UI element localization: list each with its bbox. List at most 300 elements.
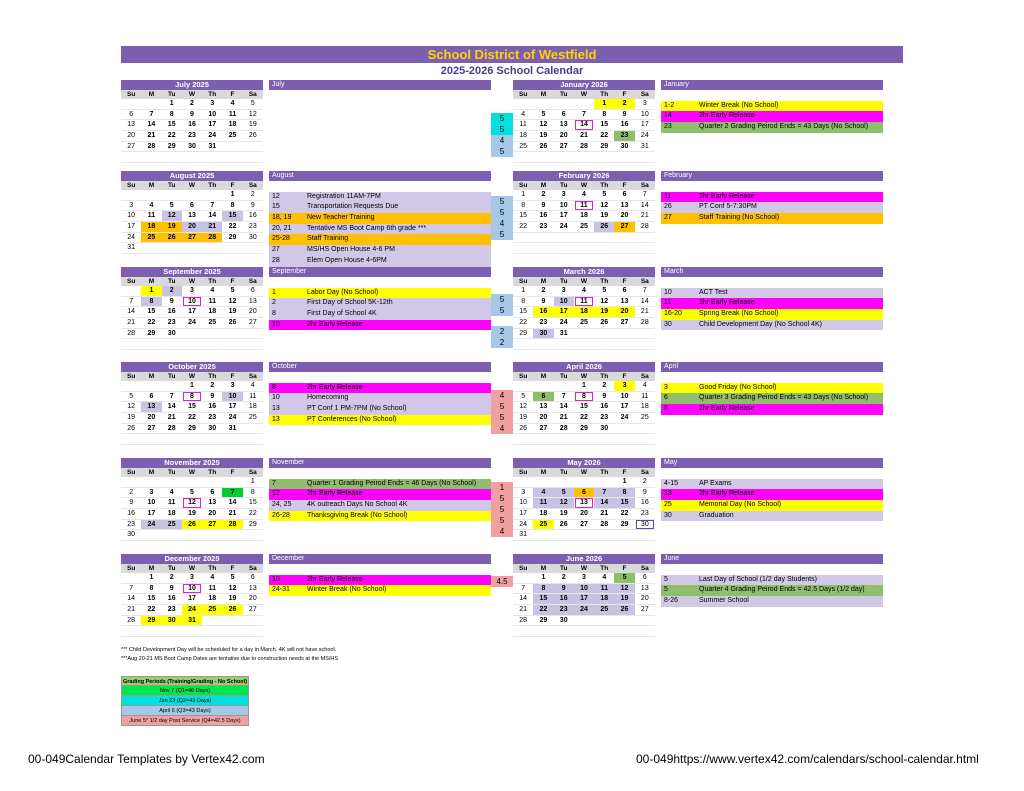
day-cell[interactable]: 9 (190, 110, 194, 118)
day-cell[interactable]: 8 (141, 297, 161, 307)
day-cell[interactable]: 9 (642, 488, 647, 496)
day-cell[interactable]: 27 (248, 319, 257, 327)
day-cell[interactable]: 6 (533, 392, 553, 402)
day-cell[interactable]: 12 (519, 403, 528, 411)
day-cell[interactable]: 5 (541, 110, 546, 118)
day-cell[interactable]: 21 (202, 222, 222, 232)
day-cell[interactable]: 9 (129, 499, 134, 507)
day-cell[interactable]: 13 (640, 584, 649, 592)
day-cell[interactable]: 14 (519, 595, 528, 603)
day-cell[interactable]: 29 (519, 329, 528, 337)
day-cell[interactable]: 17 (188, 595, 196, 603)
day-cell[interactable]: 28 (600, 520, 609, 528)
day-cell[interactable]: 4 (149, 201, 154, 209)
day-cell[interactable]: 22 (519, 319, 528, 327)
day-cell[interactable]: 26 (600, 319, 609, 327)
day-cell[interactable]: 20 (127, 132, 136, 140)
day-cell[interactable]: 14 (559, 403, 568, 411)
day-cell[interactable]: 26 (182, 520, 202, 530)
day-cell[interactable]: 22 (248, 510, 257, 518)
day-cell[interactable]: 30 (162, 616, 182, 626)
day-cell[interactable]: 28 (580, 142, 588, 150)
day-cell[interactable]: 20 (208, 510, 217, 518)
day-cell[interactable]: 25 (594, 605, 614, 615)
day-cell[interactable]: 19 (614, 594, 634, 604)
day-cell[interactable]: 14 (228, 499, 237, 507)
day-cell[interactable]: 12 (600, 201, 609, 209)
day-cell[interactable]: 1 (622, 478, 627, 485)
day-cell[interactable]: 26 (539, 142, 548, 150)
day-cell[interactable]: 15 (167, 121, 176, 129)
day-cell[interactable]: 22 (519, 223, 528, 231)
day-cell[interactable]: 23 (600, 414, 609, 422)
day-cell[interactable]: 25 (228, 132, 237, 140)
day-cell[interactable]: 7 (169, 392, 174, 400)
day-cell[interactable]: 27 (614, 222, 634, 232)
day-cell[interactable]: 11 (533, 498, 553, 508)
day-cell[interactable]: 19 (539, 132, 548, 140)
day-cell[interactable]: 14 (127, 308, 136, 316)
day-cell[interactable]: 29 (228, 233, 237, 241)
day-cell[interactable]: 3 (190, 287, 194, 294)
day-cell[interactable]: 3 (190, 574, 194, 581)
day-cell[interactable]: 18 (519, 132, 528, 140)
day-cell[interactable]: 2 (541, 287, 546, 294)
day-cell[interactable]: 28 (147, 142, 156, 150)
day-cell[interactable]: 15 (188, 403, 196, 411)
day-cell[interactable]: 19 (559, 510, 568, 518)
day-cell[interactable]: 25 (202, 605, 222, 615)
day-cell[interactable]: 1 (190, 382, 194, 389)
day-cell[interactable]: 5 (250, 100, 255, 107)
day-cell[interactable]: 30 (127, 531, 136, 539)
day-cell[interactable]: 19 (162, 222, 182, 232)
day-cell[interactable]: 8 (230, 201, 235, 209)
day-cell[interactable]: 2 (602, 382, 607, 389)
day-cell[interactable]: 22 (228, 223, 237, 231)
day-cell[interactable]: 9 (210, 392, 215, 400)
day-cell[interactable]: 5 (602, 287, 607, 294)
day-cell[interactable]: 20 (539, 414, 548, 422)
day-cell[interactable]: 27 (202, 520, 222, 530)
day-cell[interactable]: 14 (147, 121, 156, 129)
day-cell[interactable]: 4 (250, 382, 255, 389)
day-cell[interactable]: 19 (228, 308, 237, 316)
day-cell[interactable]: 6 (561, 110, 566, 118)
day-cell[interactable]: 12 (248, 110, 257, 118)
day-cell[interactable]: 4 (642, 382, 647, 389)
day-cell[interactable]: 30 (248, 233, 257, 241)
day-cell[interactable]: 7 (222, 488, 242, 498)
day-cell[interactable]: 25 (208, 319, 217, 327)
day-cell[interactable]: 13 (539, 403, 548, 411)
day-cell[interactable]: 20 (248, 595, 257, 603)
day-cell[interactable]: 17 (559, 212, 568, 220)
day-cell[interactable]: 28 (559, 424, 568, 432)
day-cell[interactable]: 16 (248, 212, 257, 220)
day-cell[interactable]: 20 (248, 308, 257, 316)
day-cell[interactable]: 30 (208, 424, 217, 432)
day-cell[interactable]: 27 (248, 606, 257, 614)
day-cell[interactable]: 21 (580, 132, 588, 140)
day-cell[interactable]: 21 (228, 510, 237, 518)
day-cell[interactable]: 24 (640, 132, 649, 140)
day-cell[interactable]: 17 (620, 403, 629, 411)
day-cell[interactable]: 9 (602, 392, 607, 400)
day-cell[interactable]: 18 (208, 308, 217, 316)
day-cell[interactable]: 23 (208, 414, 217, 422)
day-cell[interactable]: 11 (519, 121, 527, 129)
day-cell[interactable]: 27 (539, 424, 548, 432)
day-cell[interactable]: 12 (228, 297, 237, 305)
day-cell[interactable]: 14 (167, 403, 176, 411)
day-cell[interactable]: 3 (582, 574, 586, 581)
day-cell[interactable]: 2 (614, 99, 634, 109)
day-cell[interactable]: 25 (248, 414, 257, 422)
day-cell[interactable]: 12 (554, 498, 574, 508)
day-cell[interactable]: 8 (169, 110, 174, 118)
day-cell[interactable]: 15 (533, 594, 553, 604)
day-cell[interactable]: 1 (521, 191, 526, 198)
day-cell[interactable]: 28 (222, 520, 242, 530)
day-cell[interactable]: 26 (519, 424, 528, 432)
day-cell[interactable]: 17 (554, 307, 574, 317)
day-cell[interactable]: 12 (600, 297, 609, 305)
day-cell[interactable]: 7 (129, 297, 134, 305)
day-cell[interactable]: 31 (182, 616, 202, 626)
day-cell[interactable]: 14 (640, 201, 649, 209)
day-cell[interactable]: 29 (141, 616, 161, 626)
day-cell[interactable]: 16 (167, 308, 176, 316)
day-cell[interactable]: 1 (250, 478, 255, 485)
footer-right[interactable]: 00-049https://www.vertex42.com/calendars/school-calendar.html (636, 752, 979, 766)
day-cell[interactable]: 23 (554, 605, 574, 615)
day-cell[interactable]: 12 (182, 498, 202, 508)
day-cell[interactable]: 23 (640, 510, 649, 518)
day-cell[interactable]: 24 (559, 223, 568, 231)
day-cell[interactable]: 26 (222, 605, 242, 615)
day-cell[interactable]: 22 (580, 414, 588, 422)
day-cell[interactable]: 18 (580, 212, 588, 220)
day-cell[interactable]: 26 (228, 319, 237, 327)
day-cell[interactable]: 27 (620, 319, 629, 327)
day-cell[interactable]: 19 (188, 510, 196, 518)
day-cell[interactable]: 2 (541, 191, 546, 198)
day-cell[interactable]: 5 (129, 392, 134, 400)
day-cell[interactable]: 22 (600, 132, 609, 140)
day-cell[interactable]: 17 (574, 594, 594, 604)
day-cell[interactable]: 16 (640, 499, 649, 507)
day-cell[interactable]: 24 (574, 605, 594, 615)
day-cell[interactable]: 27 (127, 142, 136, 150)
day-cell[interactable]: 18 (640, 403, 649, 411)
day-cell[interactable]: 7 (210, 201, 215, 209)
day-cell[interactable]: 22 (147, 606, 156, 614)
day-cell[interactable]: 25 (580, 223, 588, 231)
day-cell[interactable]: 9 (169, 584, 174, 592)
day-cell[interactable]: 23 (539, 319, 548, 327)
day-cell[interactable]: 12 (614, 584, 634, 594)
day-cell[interactable]: 4 (210, 287, 215, 294)
day-cell[interactable]: 11 (574, 297, 594, 307)
day-cell[interactable]: 1 (541, 574, 546, 581)
day-cell[interactable]: 23 (127, 520, 136, 528)
day-cell[interactable]: 4 (582, 191, 586, 198)
day-cell[interactable]: 14 (640, 297, 649, 305)
footer-left[interactable]: 00-049Calendar Templates by Vertex42.com (28, 752, 265, 766)
day-cell[interactable]: 4 (533, 488, 553, 498)
day-cell[interactable]: 22 (147, 319, 156, 327)
day-cell[interactable]: 28 (640, 223, 649, 231)
day-cell[interactable]: 13 (620, 201, 629, 209)
day-cell[interactable]: 11 (641, 392, 649, 400)
day-cell[interactable]: 18 (594, 594, 614, 604)
day-cell[interactable]: 9 (541, 297, 546, 305)
day-cell[interactable]: 6 (642, 574, 647, 581)
day-cell[interactable]: 21 (127, 319, 136, 327)
day-cell[interactable]: 12 (539, 121, 548, 129)
day-cell[interactable]: 20 (559, 132, 568, 140)
day-cell[interactable]: 11 (168, 499, 176, 507)
day-cell[interactable]: 7 (642, 191, 647, 198)
day-cell[interactable]: 29 (167, 142, 176, 150)
day-cell[interactable]: 9 (554, 584, 574, 594)
day-cell[interactable]: 6 (250, 574, 255, 581)
day-cell[interactable]: 6 (149, 392, 154, 400)
day-cell[interactable]: 1 (582, 382, 586, 389)
day-cell[interactable]: 14 (594, 498, 614, 508)
day-cell[interactable]: 4 (169, 488, 174, 496)
day-cell[interactable]: 31 (208, 142, 217, 150)
day-cell[interactable]: 18 (574, 307, 594, 317)
day-cell[interactable]: 24 (208, 132, 217, 140)
day-cell[interactable]: 10 (519, 499, 528, 507)
day-cell[interactable]: 27 (182, 233, 202, 243)
day-cell[interactable]: 28 (167, 424, 176, 432)
day-cell[interactable]: 31 (640, 142, 649, 150)
day-cell[interactable]: 18 (539, 510, 548, 518)
day-cell[interactable]: 27 (559, 142, 568, 150)
day-cell[interactable]: 1 (149, 574, 154, 581)
day-cell[interactable]: 21 (147, 132, 156, 140)
day-cell[interactable]: 13 (574, 498, 594, 508)
day-cell[interactable]: 24 (127, 233, 136, 241)
day-cell[interactable]: 8 (574, 392, 594, 402)
day-cell[interactable]: 21 (167, 414, 176, 422)
day-cell[interactable]: 6 (210, 488, 215, 496)
day-cell[interactable]: 14 (127, 595, 136, 603)
day-cell[interactable]: 6 (250, 287, 255, 294)
day-cell[interactable]: 15 (600, 121, 609, 129)
day-cell[interactable]: 13 (248, 584, 257, 592)
day-cell[interactable]: 21 (640, 212, 649, 220)
day-cell[interactable]: 4 (602, 574, 607, 581)
day-cell[interactable]: 13 (127, 121, 136, 129)
day-cell[interactable]: 28 (202, 233, 222, 243)
day-cell[interactable]: 11 (147, 212, 156, 220)
day-cell[interactable]: 7 (129, 584, 134, 592)
day-cell[interactable]: 10 (127, 212, 136, 220)
day-cell[interactable]: 3 (614, 381, 634, 391)
day-cell[interactable]: 27 (580, 520, 588, 528)
day-cell[interactable]: 10 (208, 110, 217, 118)
day-cell[interactable]: 21 (519, 606, 528, 614)
day-cell[interactable]: 8 (614, 488, 634, 498)
day-cell[interactable]: 15 (147, 308, 156, 316)
day-cell[interactable]: 8 (533, 584, 553, 594)
day-cell[interactable]: 13 (141, 402, 161, 412)
day-cell[interactable]: 2 (210, 382, 215, 389)
day-cell[interactable]: 1 (169, 100, 174, 107)
day-cell[interactable]: 13 (188, 212, 196, 220)
day-cell[interactable]: 8 (250, 488, 255, 496)
day-cell[interactable]: 31 (559, 329, 568, 337)
day-cell[interactable]: 5 (230, 287, 235, 294)
day-cell[interactable]: 15 (580, 403, 588, 411)
day-cell[interactable]: 30 (167, 329, 176, 337)
day-cell[interactable]: 22 (533, 605, 553, 615)
day-cell[interactable]: 23 (614, 131, 634, 141)
day-cell[interactable]: 19 (228, 595, 237, 603)
day-cell[interactable]: 2 (642, 478, 647, 485)
day-cell[interactable]: 3 (129, 201, 134, 209)
day-cell[interactable]: 7 (642, 287, 647, 294)
day-cell[interactable]: 11 (208, 584, 216, 592)
day-cell[interactable]: 13 (620, 297, 629, 305)
day-cell[interactable]: 17 (127, 223, 136, 231)
day-cell[interactable]: 8 (602, 110, 607, 118)
day-cell[interactable]: 11 (574, 201, 594, 211)
day-cell[interactable]: 15 (248, 499, 257, 507)
day-cell[interactable]: 23 (167, 606, 176, 614)
day-cell[interactable]: 23 (248, 223, 257, 231)
day-cell[interactable]: 4 (521, 110, 526, 118)
day-cell[interactable]: 26 (559, 520, 568, 528)
day-cell[interactable]: 9 (250, 201, 255, 209)
day-cell[interactable]: 21 (640, 308, 649, 316)
day-cell[interactable]: 27 (147, 424, 156, 432)
day-cell[interactable]: 5 (554, 488, 574, 498)
day-cell[interactable]: 3 (149, 488, 154, 496)
day-cell[interactable]: 8 (521, 201, 526, 209)
day-cell[interactable]: 30 (559, 616, 568, 624)
day-cell[interactable]: 15 (222, 211, 242, 221)
day-cell[interactable]: 25 (162, 520, 182, 530)
day-cell[interactable]: 23 (539, 223, 548, 231)
day-cell[interactable]: 18 (208, 595, 217, 603)
day-cell[interactable]: 19 (248, 121, 257, 129)
day-cell[interactable]: 9 (169, 297, 174, 305)
day-cell[interactable]: 5 (190, 488, 194, 496)
day-cell[interactable]: 24 (141, 520, 161, 530)
day-cell[interactable]: 30 (635, 520, 655, 530)
day-cell[interactable]: 20 (580, 510, 588, 518)
day-cell[interactable]: 10 (147, 499, 156, 507)
day-cell[interactable]: 16 (167, 595, 176, 603)
day-cell[interactable]: 2 (250, 191, 255, 198)
day-cell[interactable]: 7 (149, 110, 154, 118)
day-cell[interactable]: 25 (640, 414, 649, 422)
day-cell[interactable]: 21 (559, 414, 568, 422)
day-cell[interactable]: 24 (182, 605, 202, 615)
day-cell[interactable]: 30 (533, 329, 553, 339)
day-cell[interactable]: 13 (248, 297, 257, 305)
day-cell[interactable]: 30 (188, 142, 196, 150)
day-cell[interactable]: 31 (127, 244, 136, 252)
day-cell[interactable]: 19 (519, 414, 528, 422)
day-cell[interactable]: 24 (620, 414, 629, 422)
day-cell[interactable]: 3 (561, 191, 566, 198)
day-cell[interactable]: 15 (147, 595, 156, 603)
day-cell[interactable]: 24 (519, 520, 528, 528)
day-cell[interactable]: 6 (622, 191, 627, 198)
day-cell[interactable]: 25 (519, 142, 528, 150)
day-cell[interactable]: 17 (147, 510, 156, 518)
day-cell[interactable]: 7 (561, 392, 566, 400)
day-cell[interactable]: 17 (519, 510, 528, 518)
day-cell[interactable]: 29 (188, 424, 196, 432)
day-cell[interactable]: 14 (208, 212, 217, 220)
day-cell[interactable]: 6 (574, 488, 594, 498)
day-cell[interactable]: 10 (620, 392, 629, 400)
day-cell[interactable]: 20 (640, 595, 649, 603)
day-cell[interactable]: 24 (559, 319, 568, 327)
day-cell[interactable]: 15 (519, 212, 528, 220)
day-cell[interactable]: 5 (602, 191, 607, 198)
day-cell[interactable]: 24 (228, 414, 237, 422)
day-cell[interactable]: 16 (127, 510, 136, 518)
day-cell[interactable]: 6 (622, 287, 627, 294)
day-cell[interactable]: 18 (141, 222, 161, 232)
day-cell[interactable]: 6 (129, 110, 134, 118)
day-cell[interactable]: 3 (642, 100, 647, 107)
day-cell[interactable]: 10 (182, 297, 202, 307)
day-cell[interactable]: 21 (127, 606, 136, 614)
day-cell[interactable]: 17 (208, 121, 217, 129)
day-cell[interactable]: 4 (582, 287, 586, 294)
day-cell[interactable]: 20 (614, 307, 634, 317)
day-cell[interactable]: 10 (182, 584, 202, 594)
day-cell[interactable]: 5 (614, 573, 634, 583)
day-cell[interactable]: 24 (188, 319, 196, 327)
day-cell[interactable]: 5 (230, 574, 235, 581)
day-cell[interactable]: 10 (574, 584, 594, 594)
day-cell[interactable]: 26 (248, 132, 257, 140)
day-cell[interactable]: 20 (147, 414, 156, 422)
day-cell[interactable]: 16 (620, 121, 629, 129)
day-cell[interactable]: 17 (640, 121, 649, 129)
day-cell[interactable]: 26 (127, 424, 136, 432)
day-cell[interactable]: 16 (188, 121, 196, 129)
day-cell[interactable]: 26 (594, 222, 614, 232)
day-cell[interactable]: 8 (521, 297, 526, 305)
day-cell[interactable]: 7 (582, 110, 586, 118)
day-cell[interactable]: 10 (559, 201, 568, 209)
day-cell[interactable]: 18 (228, 121, 237, 129)
day-cell[interactable]: 11 (594, 584, 614, 594)
day-cell[interactable]: 28 (127, 616, 136, 624)
day-cell[interactable]: 12 (162, 211, 182, 221)
day-cell[interactable]: 28 (519, 616, 528, 624)
day-cell[interactable]: 17 (228, 403, 237, 411)
day-cell[interactable]: 26 (162, 233, 182, 243)
day-cell[interactable]: 31 (228, 424, 237, 432)
day-cell[interactable]: 1 (521, 287, 526, 294)
day-cell[interactable]: 2 (129, 488, 134, 496)
day-cell[interactable]: 10 (222, 392, 242, 402)
day-cell[interactable]: 16 (208, 403, 217, 411)
day-cell[interactable]: 18 (167, 510, 176, 518)
